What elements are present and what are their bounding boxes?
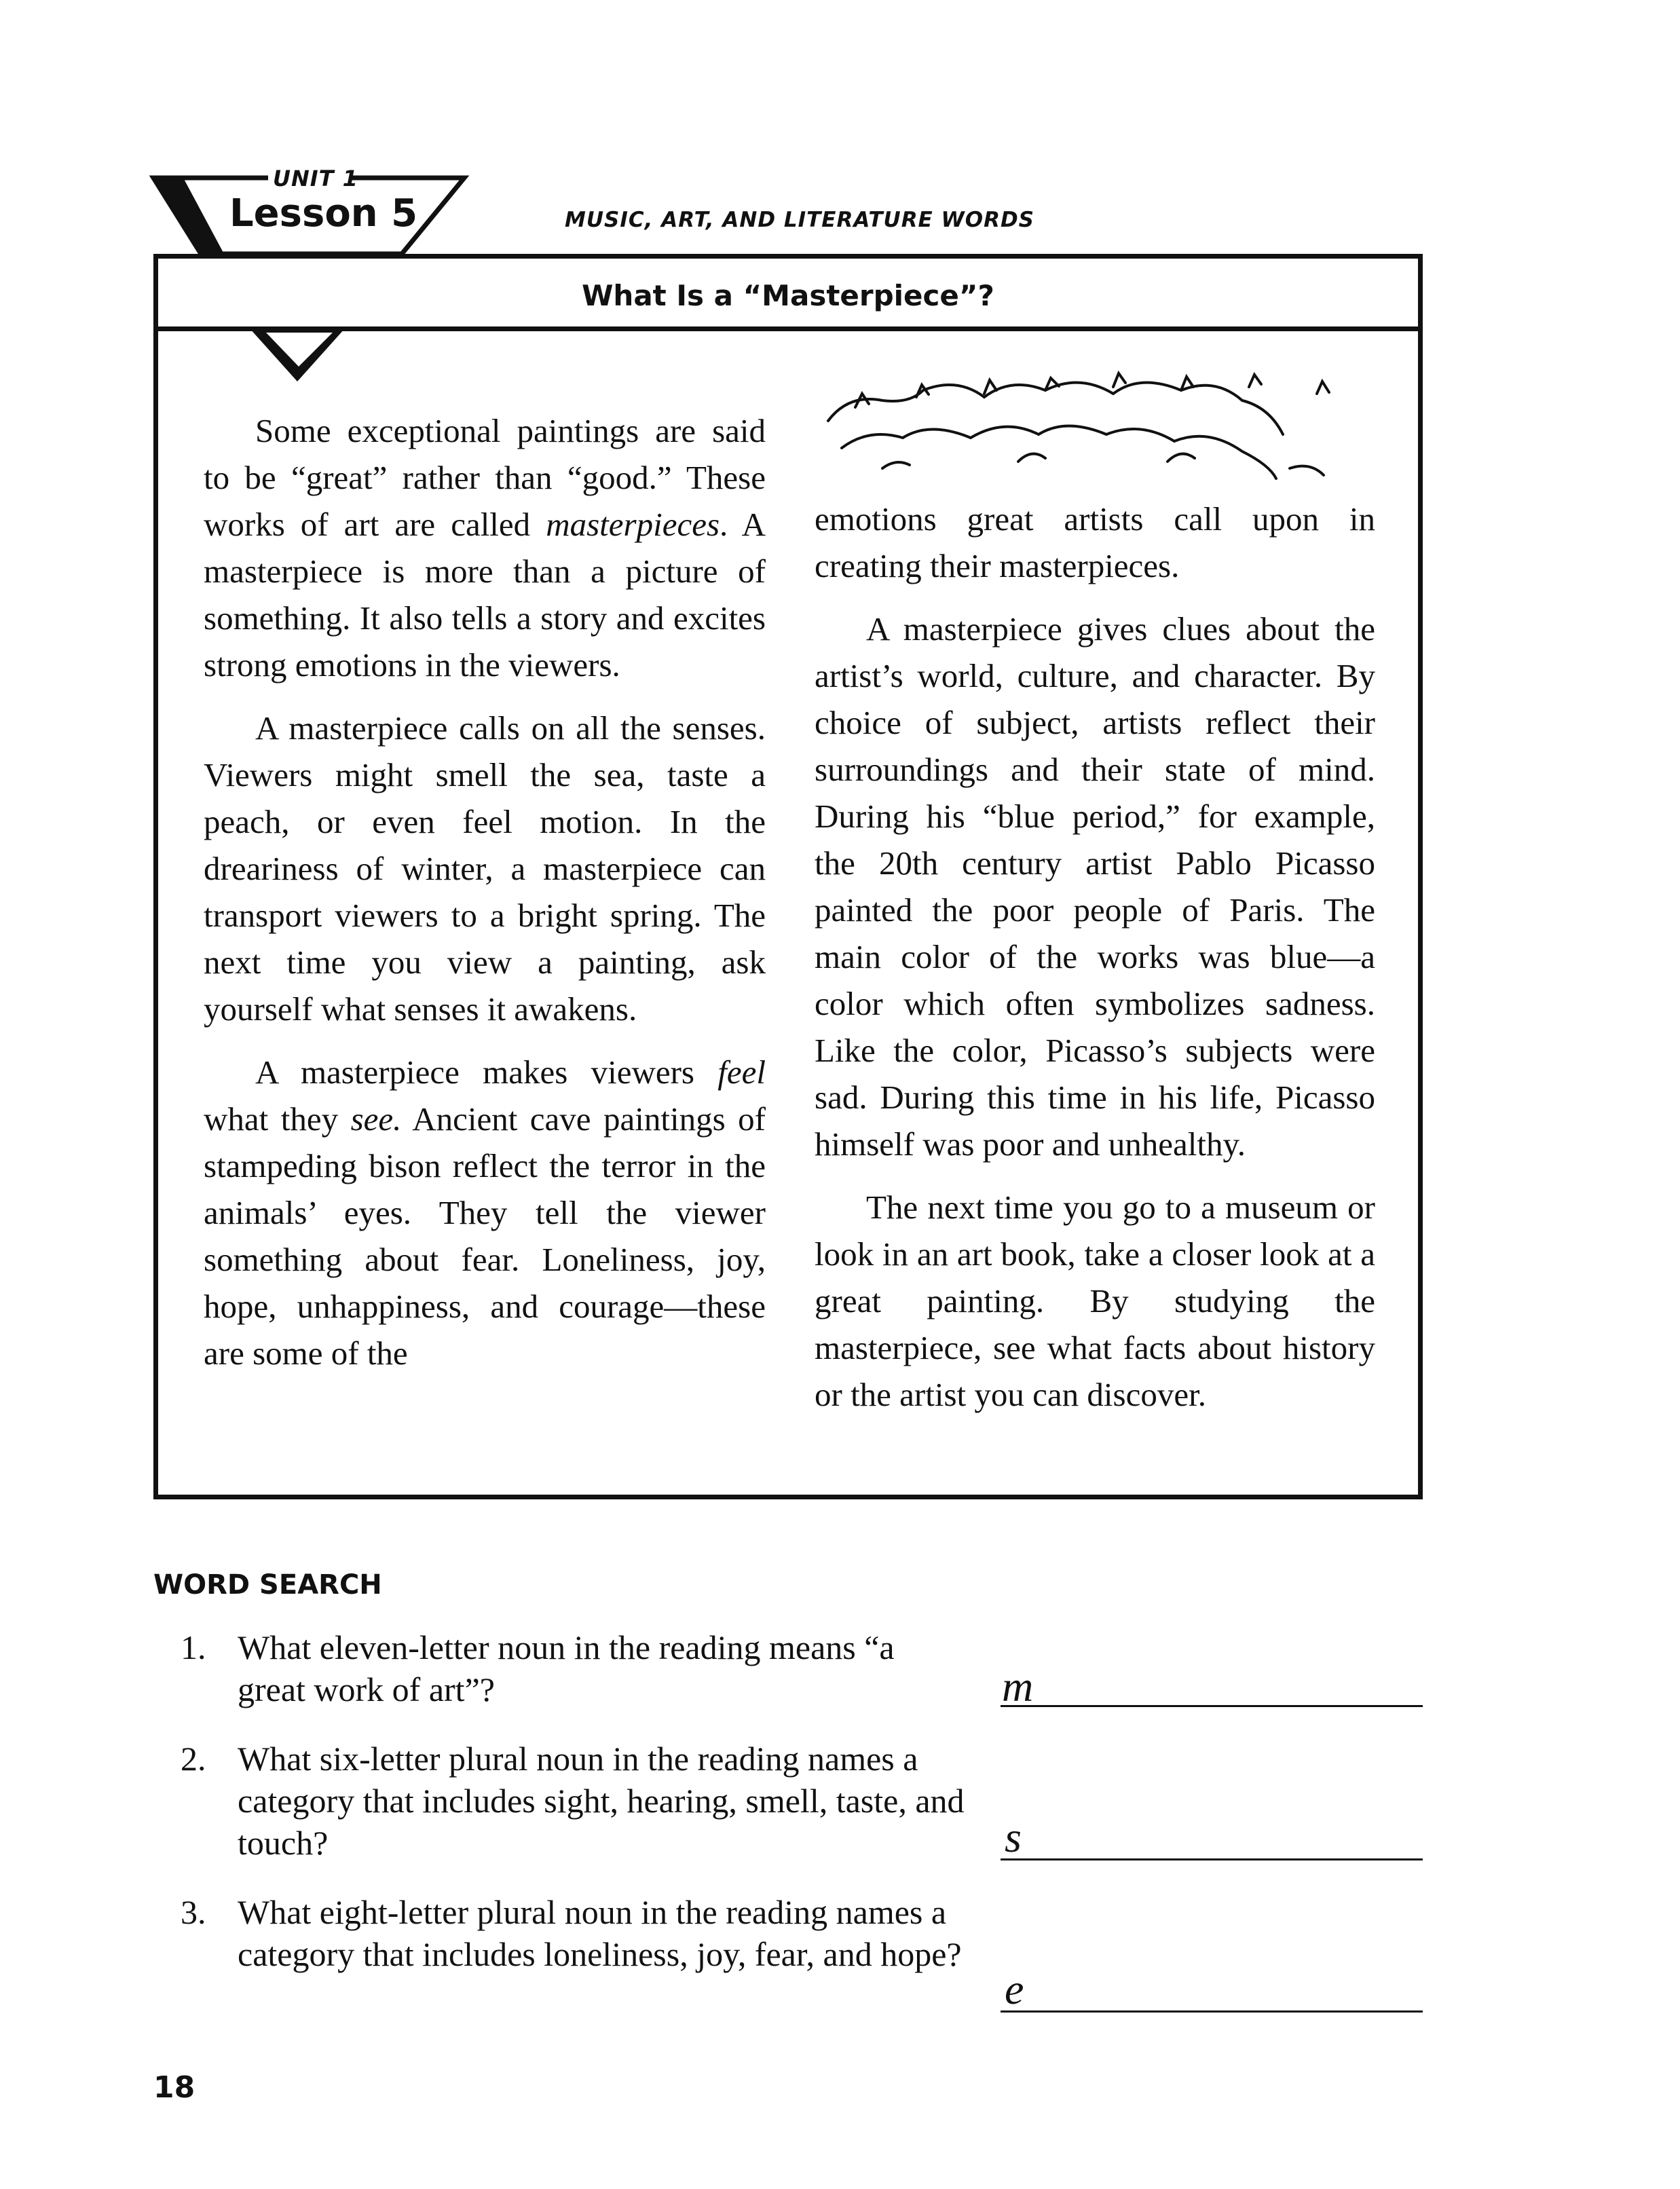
answer-line[interactable] <box>1001 2010 1423 2013</box>
answer-start-letter: e <box>1005 1965 1024 2013</box>
stampeding-bison-icon <box>815 367 1378 482</box>
reading-title-bar <box>158 259 1418 331</box>
question-number: 1. <box>181 1628 206 1666</box>
page-number: 18 <box>153 2070 195 2105</box>
question-text: What six-letter plural noun in the reading names a category that includes sight, hearing, smell, taste, and touch? <box>238 1740 965 1862</box>
reading-left-column <box>204 407 766 1393</box>
reading-paragraph: Some exceptional paintings are said to be “great” rather than “good.” These works of art are called masterpieces. A masterpiece is more than a picture of something. It also tells a story and excites strong emotions in the viewers. <box>204 412 766 684</box>
answer-start-letter: m <box>1002 1662 1034 1710</box>
answer-line[interactable] <box>1001 1858 1423 1860</box>
lesson-title: Lesson 5 <box>229 191 418 236</box>
question-text: What eleven-letter noun in the reading means “a great work of art”? <box>238 1628 895 1708</box>
unit-label: UNIT 1 <box>273 166 358 191</box>
lesson-banner-wedge <box>153 178 224 254</box>
reading-paragraph: A masterpiece calls on all the senses. Viewers might smell the sea, taste a peach, or even feel motion. In the dreariness of winter, a masterpiece can transport viewers to a bright spring. The next time you view a painting, ask yourself what senses it awakens. <box>204 709 766 1028</box>
section-title: MUSIC, ART, AND LITERATURE WORDS <box>565 208 1035 232</box>
reading-title: What Is a “Masterpiece”? <box>582 279 994 312</box>
question-number: 2. <box>181 1740 206 1778</box>
reading-paragraph: emotions great artists call upon in creating their masterpieces. <box>815 500 1375 584</box>
reading-paragraph: The next time you go to a museum or look in an art book, take a closer look at a great painting. By studying the masterpiece, see what facts about history or the artist you can discover. <box>815 1189 1375 1413</box>
answer-line[interactable] <box>1001 1705 1423 1707</box>
answer-start-letter: s <box>1005 1813 1022 1861</box>
reading-paragraph: A masterpiece gives clues about the artist’s world, culture, and character. By choice of subject, artists reflect their surroundings and their state of mind. During his “blue period,” for example, the 20th century artist Pablo Picasso painted the poor people of Paris. The main color of the works was blue—a color which often symbolizes sadness. Like the color, Picasso’s subjects were sad. During this time in his life, Picasso himself was poor and unhealthy. <box>815 610 1375 1163</box>
reading-paragraph: A masterpiece makes viewers feel what they see. Ancient cave paintings of stampeding bison reflect the terror in the animals’ eyes. They tell the viewer something about fear. Loneliness, joy, hope, unhappiness, and courage—these are some of the <box>204 1053 766 1372</box>
word-search-heading: WORD SEARCH <box>153 1569 382 1601</box>
question-number: 3. <box>181 1893 206 1931</box>
question-text: What eight-letter plural noun in the reading names a category that includes loneliness, joy, fear, and hope? <box>238 1893 962 1973</box>
reading-right-column <box>815 495 1375 1434</box>
